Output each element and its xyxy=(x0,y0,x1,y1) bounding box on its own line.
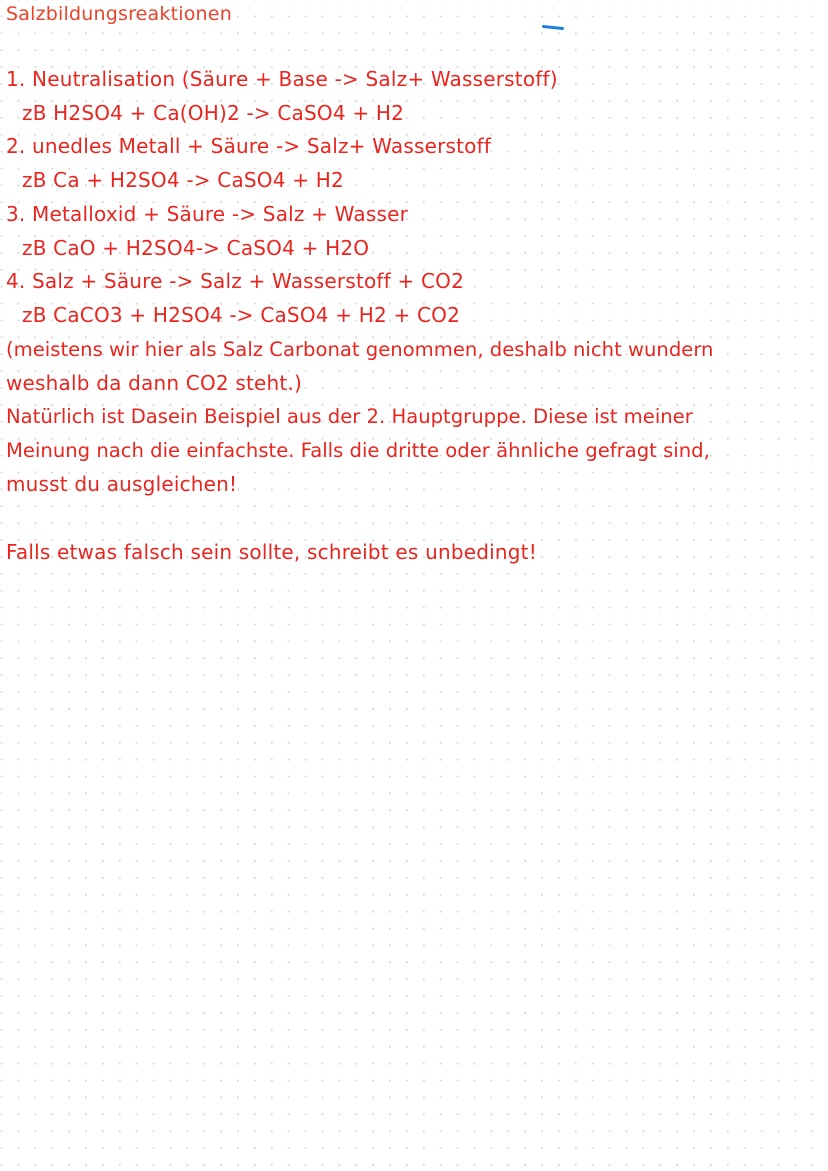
reaction-4-example: zB CaCO3 + H2SO4 -> CaSO4 + H2 + CO2 xyxy=(22,303,461,327)
page-title: Salzbildungsreaktionen xyxy=(6,3,232,25)
reaction-4-heading: 4. Salz + Säure -> Salz + Wasserstoff + CO2 xyxy=(6,269,465,293)
reaction-1-example: zB H2SO4 + Ca(OH)2 -> CaSO4 + H2 xyxy=(22,101,405,125)
reaction-2-example: zB Ca + H2SO4 -> CaSO4 + H2 xyxy=(22,168,344,192)
pen-stroke-mark xyxy=(542,25,564,30)
reaction-1-heading: 1. Neutralisation (Säure + Base -> Salz+ Wasserstoff) xyxy=(6,67,558,91)
note-carbonate-line-1: (meistens wir hier als Salz Carbonat genommen, deshalb nicht wundern xyxy=(6,338,714,361)
note-carbonate-line-2: weshalb da dann CO2 steht.) xyxy=(6,371,303,395)
note-group-line-2: Meinung nach die einfachste. Falls die dritte oder ähnliche gefragt sind, xyxy=(6,439,710,462)
note-group-line-1: Natürlich ist Dasein Beispiel aus der 2. Hauptgruppe. Diese ist meiner xyxy=(6,405,693,428)
note-group-line-3: musst du ausgleichen! xyxy=(6,472,238,496)
reaction-2-heading: 2. unedles Metall + Säure -> Salz+ Wasserstoff xyxy=(6,134,492,158)
closing-note: Falls etwas falsch sein sollte, schreibt es unbedingt! xyxy=(6,540,537,564)
reaction-3-example: zB CaO + H2SO4-> CaSO4 + H2O xyxy=(22,236,370,260)
reaction-3-heading: 3. Metalloxid + Säure -> Salz + Wasser xyxy=(6,202,408,226)
